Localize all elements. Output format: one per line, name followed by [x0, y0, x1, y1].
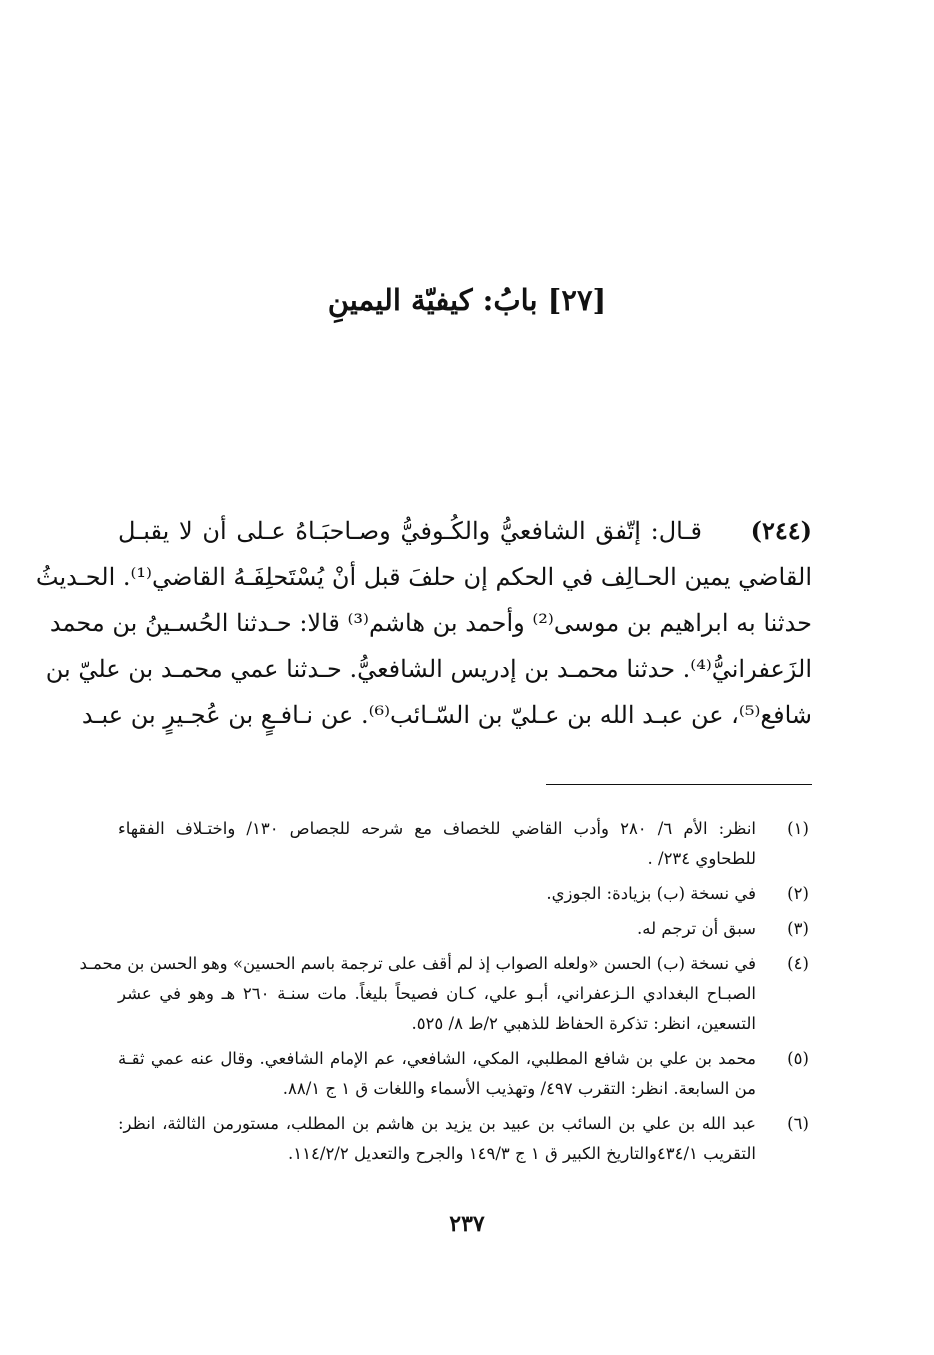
footnote-number: (٦) [787, 1114, 809, 1133]
footnote-separator [546, 784, 812, 785]
main-text-line [118, 508, 812, 554]
footnote-line: سبق أن ترجم له. [637, 919, 756, 938]
page-number: ٢٣٧ [449, 1211, 485, 1237]
footnote-line: من السابعة. انظر: التقرب ٤٩٧/ وتهذيب الأسماء واللغات ق ١ ج ٨٨/١. [282, 1079, 756, 1098]
footnote-line: للطحاوي ٢٣٤/ . [647, 849, 756, 868]
footnote [118, 814, 818, 874]
hadith-number: (٢٤٤) [750, 516, 812, 545]
main-text-line: القاضي يمين الحـالِف في الحكم إن حلفَ قبل أنْ يُسْتَحلِفَـهُ القاضي⁽¹⁾. الحـديثُ [35, 563, 812, 591]
footnote-line: في نسخة (ب) الحسن «ولعله الصواب إذ لم أقف على ترجمة باسم الحسين» وهو الحسن بن محمـد [79, 954, 756, 973]
footnote-line: التسعين، انظر: تذكرة الحفاظ للذهبي ٢/ط ٨/ ٥٢٥. [411, 1014, 756, 1033]
footnote-number: (٢) [787, 884, 809, 903]
footnote-line: انظر: الأم ٦/ ٢٨٠ وأدب القاضي للخصاف مع شرحه للجصاص ١٣٠/ واختـلاف الفقهاء [118, 819, 757, 838]
footnote-line: في نسخة (ب) بزيادة: الجوزي. [546, 884, 756, 903]
footnote [118, 879, 818, 909]
main-text-line: شافع⁽⁵⁾، عن عبـد الله بن عـليّ بن السّـائب⁽⁶⁾. عن نـافـعٍ بن عُجـيرٍ بن عبـد [81, 701, 812, 729]
main-text-line-content: قـال: إتّفق الشافعيُّ والكُـوفيُّ وصـاحبَـاهُ عـلى أن لا يقبـل [118, 517, 702, 545]
footnote-line: عبد الله بن علي بن السائب بن عبيد بن يزيد بن هاشم بن المطلب، مستورمن الثالثة، انظر: [118, 1114, 756, 1133]
footnote [118, 1109, 818, 1169]
footnote-number: (٤) [787, 954, 809, 973]
footnote [118, 914, 818, 944]
footnote-line: التقريب ٤٣٤/١والتاريخ الكبير ق ١ ج ١٤٩/٣ والجرح والتعديل ١١٤/٢/٢. [288, 1144, 756, 1163]
footnote-number: (٣) [787, 919, 809, 938]
footnote-number: (٥) [787, 1049, 809, 1068]
main-text-line: حدثنا به ابراهيم بن موسى⁽²⁾ وأحمد بن هاشم⁽³⁾ قالا: حـدثنا الحُسـينُ بن محمد [49, 609, 812, 637]
footnote [79, 949, 818, 1039]
chapter-title: [٢٧] بابُ: كيفيّة اليمينِ [327, 283, 607, 317]
footnote-line: الصبـاح البغدادي الـزعفراني، أبـو علي، كـان فصيحاً بليغاً. مات سنـة ٢٦٠ هـ وهو في عشر [118, 984, 756, 1003]
footnotes [79, 814, 818, 1174]
main-text [35, 508, 812, 738]
footnote-line: محمد بن علي بن شافع المطلبي، المكي، الشافعي، عم الإمام الشافعي. وقال عنه عمي ثقـة [118, 1049, 756, 1068]
footnote [118, 1044, 818, 1104]
footnote-number: (١) [787, 819, 809, 838]
main-text-line: الزَعفرانيُّ⁽⁴⁾. حدثنا محمـد بن إدريس الشافعيُّ. حـدثنا عمي محمـد بن عليّ بن [45, 655, 812, 683]
